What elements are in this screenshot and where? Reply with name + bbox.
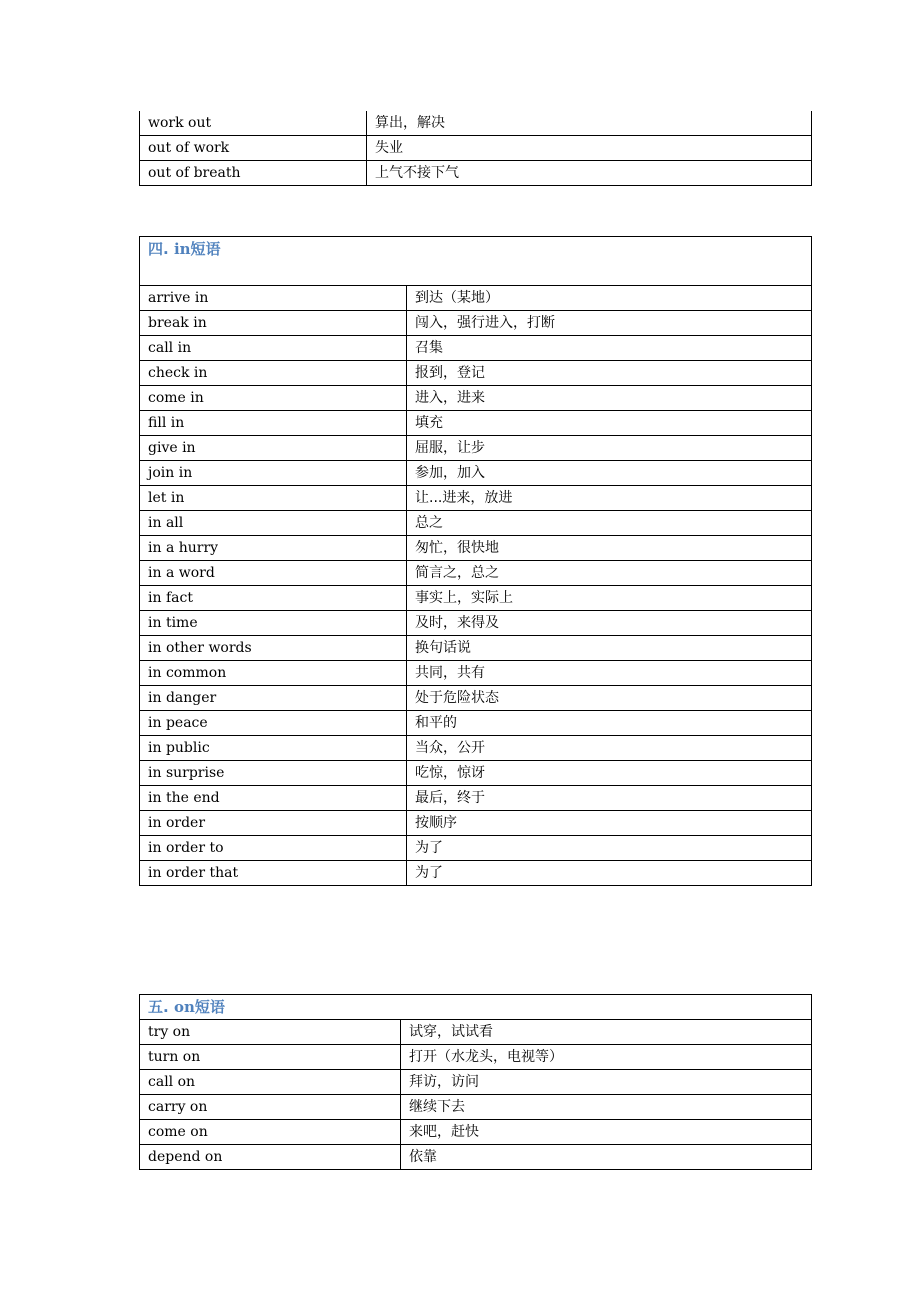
table-row: [140, 611, 812, 636]
table-row: [140, 861, 812, 886]
phrase-english: in common: [140, 661, 407, 686]
phrase-english: in order: [140, 811, 407, 836]
phrase-chinese: 总之: [407, 511, 812, 536]
phrase-english: out of breath: [140, 161, 367, 186]
table-row: [140, 811, 812, 836]
phrase-english: in order that: [140, 861, 407, 886]
table-row: [140, 486, 812, 511]
phrase-chinese: 最后，终于: [407, 786, 812, 811]
table-row: [140, 786, 812, 811]
table-row: [140, 336, 812, 361]
table-row: [140, 711, 812, 736]
section-header-on: [140, 995, 812, 1020]
phrase-chinese: 闯入，强行进入，打断: [407, 311, 812, 336]
phrase-english: work out: [140, 111, 367, 136]
phrase-chinese: 上气不接下气: [367, 161, 812, 186]
section-label: 短语: [194, 998, 225, 1016]
table-row: [140, 686, 812, 711]
section-header-in: [140, 237, 812, 286]
phrase-english: in peace: [140, 711, 407, 736]
phrase-english: fill in: [140, 411, 407, 436]
table-row: [140, 636, 812, 661]
phrase-english: call on: [140, 1070, 401, 1095]
phrase-chinese: 共同，共有: [407, 661, 812, 686]
phrase-table-in: [139, 236, 812, 886]
phrase-chinese: 继续下去: [401, 1095, 812, 1120]
phrase-chinese: 换句话说: [407, 636, 812, 661]
phrase-english: come in: [140, 386, 407, 411]
phrase-english: in a hurry: [140, 536, 407, 561]
phrase-english: turn on: [140, 1045, 401, 1070]
phrase-english: in other words: [140, 636, 407, 661]
phrase-english: in surprise: [140, 761, 407, 786]
table-row: [140, 311, 812, 336]
phrase-english: in public: [140, 736, 407, 761]
phrase-chinese: 处于危险状态: [407, 686, 812, 711]
phrase-chinese: 为了: [407, 861, 812, 886]
table-row: [140, 1070, 812, 1095]
section-number: 四.: [148, 240, 169, 258]
phrase-english: depend on: [140, 1145, 401, 1170]
phrase-english: check in: [140, 361, 407, 386]
phrase-chinese: 和平的: [407, 711, 812, 736]
section-keyword: in: [173, 240, 191, 258]
table-row: [140, 386, 812, 411]
phrase-english: carry on: [140, 1095, 401, 1120]
phrase-chinese: 填充: [407, 411, 812, 436]
phrase-english: try on: [140, 1020, 401, 1045]
table-row: [140, 511, 812, 536]
table-row: [140, 136, 812, 161]
table-row: [140, 111, 812, 136]
phrase-chinese: 失业: [367, 136, 812, 161]
phrase-english: arrive in: [140, 286, 407, 311]
table-body: [140, 111, 812, 186]
phrase-chinese: 拜访，访问: [401, 1070, 812, 1095]
table-row: [140, 286, 812, 311]
phrase-chinese: 吃惊，惊讶: [407, 761, 812, 786]
table-row: [140, 836, 812, 861]
phrase-chinese: 打开（水龙头，电视等）: [401, 1045, 812, 1070]
table-row: [140, 436, 812, 461]
section-number: 五.: [148, 998, 169, 1016]
phrase-chinese: 按顺序: [407, 811, 812, 836]
phrase-chinese: 报到，登记: [407, 361, 812, 386]
table-row: [140, 161, 812, 186]
phrase-english: give in: [140, 436, 407, 461]
section-label: 短语: [190, 240, 221, 258]
table-row: [140, 1120, 812, 1145]
phrase-chinese: 到达（某地）: [407, 286, 812, 311]
phrase-english: in all: [140, 511, 407, 536]
section-title: [140, 995, 812, 1020]
phrase-chinese: 算出，解决: [367, 111, 812, 136]
table-body: [140, 1020, 812, 1170]
phrase-chinese: 召集: [407, 336, 812, 361]
phrase-chinese: 试穿，试试看: [401, 1020, 812, 1045]
phrase-chinese: 为了: [407, 836, 812, 861]
table-row: [140, 1145, 812, 1170]
phrase-english: break in: [140, 311, 407, 336]
phrase-english: in order to: [140, 836, 407, 861]
table-row: [140, 361, 812, 386]
phrase-chinese: 事实上，实际上: [407, 586, 812, 611]
phrase-english: in danger: [140, 686, 407, 711]
phrase-chinese: 匆忙，很快地: [407, 536, 812, 561]
phrase-chinese: 让...进来，放进: [407, 486, 812, 511]
phrase-chinese: 简言之，总之: [407, 561, 812, 586]
section-title: [140, 237, 812, 286]
phrase-english: out of work: [140, 136, 367, 161]
section-keyword: on: [173, 998, 195, 1016]
phrase-chinese: 当众，公开: [407, 736, 812, 761]
phrase-chinese: 屈服，让步: [407, 436, 812, 461]
phrase-english: let in: [140, 486, 407, 511]
table-row: [140, 561, 812, 586]
phrase-english: in a word: [140, 561, 407, 586]
phrase-chinese: 进入，进来: [407, 386, 812, 411]
table-body: [140, 286, 812, 886]
phrase-english: in fact: [140, 586, 407, 611]
table-row: [140, 761, 812, 786]
phrase-table-continued: [139, 111, 812, 186]
phrase-english: come on: [140, 1120, 401, 1145]
table-row: [140, 536, 812, 561]
phrase-english: in time: [140, 611, 407, 636]
table-row: [140, 411, 812, 436]
phrase-table-on: [139, 994, 812, 1170]
table-row: [140, 1020, 812, 1045]
phrase-chinese: 及时，来得及: [407, 611, 812, 636]
phrase-chinese: 依靠: [401, 1145, 812, 1170]
phrase-english: in the end: [140, 786, 407, 811]
table-row: [140, 1045, 812, 1070]
phrase-english: join in: [140, 461, 407, 486]
phrase-chinese: 来吧，赶快: [401, 1120, 812, 1145]
table-row: [140, 661, 812, 686]
phrase-chinese: 参加，加入: [407, 461, 812, 486]
table-row: [140, 586, 812, 611]
table-row: [140, 1095, 812, 1120]
table-row: [140, 461, 812, 486]
phrase-english: call in: [140, 336, 407, 361]
table-row: [140, 736, 812, 761]
